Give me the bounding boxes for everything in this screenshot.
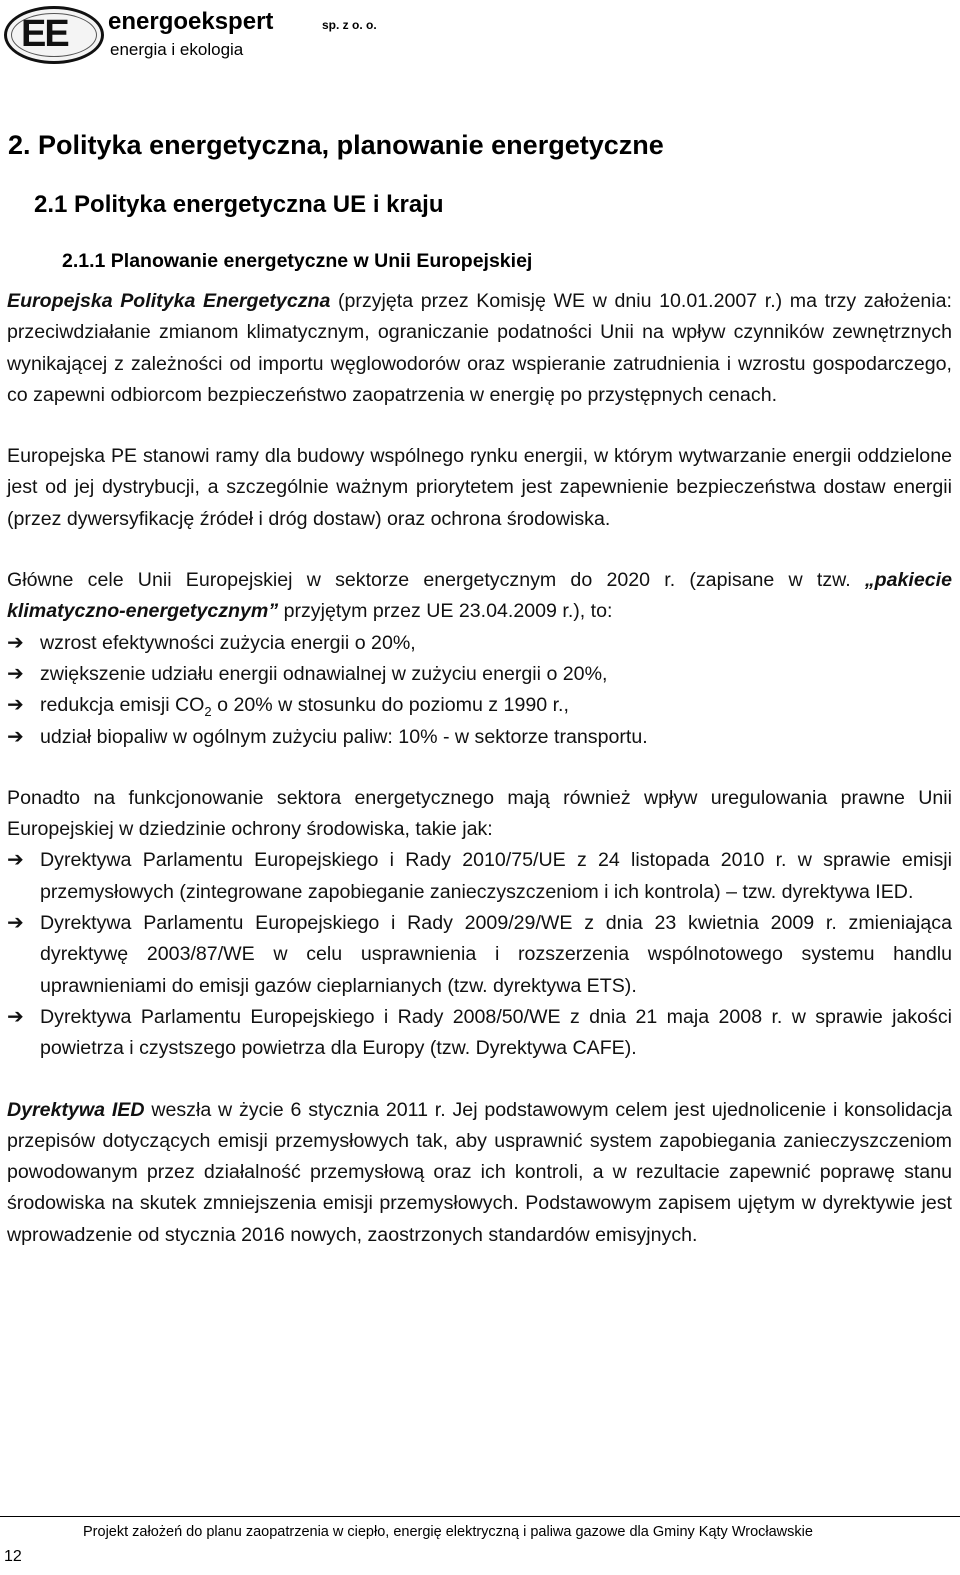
page-number: 12 xyxy=(4,1548,22,1565)
logo-text: EE xyxy=(21,13,68,55)
footer-text: Projekt założeń do planu zaopatrzenia w ciepło, energię elektryczną i paliwa gazowe dla Gminy Kąty Wrocławskie xyxy=(83,1524,813,1540)
list-item xyxy=(7,1002,952,1065)
goal-text: wzrost efektywności zużycia energii o 20%, xyxy=(40,631,416,654)
subscript: 2 xyxy=(204,704,212,720)
arrow-right-icon: ➔ xyxy=(7,1005,24,1028)
arrow-right-icon: ➔ xyxy=(7,662,24,685)
list-item xyxy=(7,722,952,753)
goal-text-end: o 20% w stosunku do poziomu z 1990 r., xyxy=(211,694,569,717)
arrow-right-icon: ➔ xyxy=(7,694,24,717)
ied-title: Dyrektywa IED xyxy=(7,1098,145,1121)
list-item xyxy=(7,628,952,659)
paragraph-regulations: Ponadto na funkcjonowanie sektora energetycznego mają również wpływ uregulowania prawne Unii Europejskiej w dziedzinie ochrony środowiska, takie jak: xyxy=(7,786,952,841)
ied-text: weszła w życie 6 stycznia 2011 r. Jej podstawowym celem jest ujednolicenie i konsolidacja przepisów dotyczących emisji przemysłowych tak, aby usprawnić system zapobiegania zanieczyszczeniom powodowanym przez działalność przemysłową oraz ich kontroli, a w rezultacie zapewnić poprawę stanu środowiska na skutek zmniejszenia emisji przemysłowych. Podstawowym zapisem ujętym w dyrektywie jest wprowadzenie od stycznia 2016 nowych, zaostrzonych standardów emisyjnych. xyxy=(7,1098,952,1246)
goal-text: redukcja emisji CO xyxy=(40,694,205,717)
list-item xyxy=(7,908,952,1002)
document-body xyxy=(7,286,952,1251)
energy-policy-text: (przyjęta przez Komisję WE w dniu 10.01.2007 r.) ma trzy założenia: przeciwdziałanie zmianom klimatycznym, ograniczanie podatności Unii na wpływ czynników zewnętrznych wynikającej z zależności od importu węglowodorów oraz wspieranie zatrudnienia i wzrostu gospodarczego, co zapewni odbiorcom bezpieczeństwo zaopatrzenia w energię po przystępnych cenach. xyxy=(7,290,952,406)
arrow-right-icon: ➔ xyxy=(7,725,24,748)
arrow-right-icon: ➔ xyxy=(7,631,24,654)
directive-text: Dyrektywa Parlamentu Europejskiego i Rady 2009/29/WE z dnia 23 kwietnia 2009 r. zmieniająca dyrektywę 2003/87/WE w celu usprawnienia i rozszerzenia wspólnotowego systemu handlu uprawnieniami do emisji gazów cieplarnianych (tzw. dyrektywa ETS). xyxy=(40,912,952,997)
paragraph-ied xyxy=(7,1095,952,1251)
main-goals-text: Główne cele Unii Europejskiej w sektorze energetycznym do 2020 r. (zapisane w tzw. xyxy=(7,569,865,592)
list-item xyxy=(7,690,952,721)
arrow-right-icon: ➔ xyxy=(7,912,24,935)
goal-text: udział biopaliw w ogólnym zużyciu paliw: 10% - w sektorze transportu. xyxy=(40,725,648,748)
company-suffix: sp. z o. o. xyxy=(322,18,377,32)
section-heading: 2.1 Polityka energetyczna UE i kraju xyxy=(34,191,444,218)
main-goals-text-end: przyjętym przez UE 23.04.2009 r.), to: xyxy=(278,600,613,623)
company-name: energoekspert xyxy=(108,8,274,35)
subsection-heading: 2.1.1 Planowanie energetyczne w Unii Europejskiej xyxy=(62,250,533,272)
paragraph-energy-policy xyxy=(7,286,952,411)
arrow-right-icon: ➔ xyxy=(7,849,24,872)
company-tagline: energia i ekologia xyxy=(110,40,244,59)
paragraph-european-pe: Europejska PE stanowi ramy dla budowy wspólnego rynku energii, w którym wytwarzanie energii oddzielone jest od jej dystrybucji, a szczególnie ważnym priorytetem jest zapewnienie bezpieczeństwa dostaw energii (przez dywersyfikację źródeł i dróg dostaw) oraz ochrona środowiska. xyxy=(7,445,952,530)
list-item xyxy=(7,659,952,690)
goals-list xyxy=(7,628,952,753)
chapter-heading: 2. Polityka energetyczna, planowanie energetyczne xyxy=(8,130,664,160)
list-item xyxy=(7,845,952,908)
page-header xyxy=(4,4,524,66)
directive-text: Dyrektywa Parlamentu Europejskiego i Rady 2010/75/UE z 24 listopada 2010 r. w sprawie emisji przemysłowych (zintegrowane zapobieganie zanieczyszczeniom i ich kontrola) – tzw. dyrektywa IED. xyxy=(40,849,952,903)
footer-divider xyxy=(0,1516,960,1517)
directive-text: Dyrektywa Parlamentu Europejskiego i Rady 2008/50/WE z dnia 21 maja 2008 r. w sprawie jakości powietrza i czystszego powietrza dla Europy (tzw. Dyrektywa CAFE). xyxy=(40,1005,952,1060)
directives-list xyxy=(7,845,952,1064)
energy-policy-title: Europejska Polityka Energetyczna xyxy=(7,290,331,312)
company-logo xyxy=(4,6,104,64)
climate-package-name: „pakiecie klimatyczno-energetycznym” xyxy=(7,569,952,623)
goal-text: zwiększenie udziału energii odnawialnej w zużyciu energii o 20%, xyxy=(40,662,608,685)
paragraph-main-goals xyxy=(7,565,952,628)
